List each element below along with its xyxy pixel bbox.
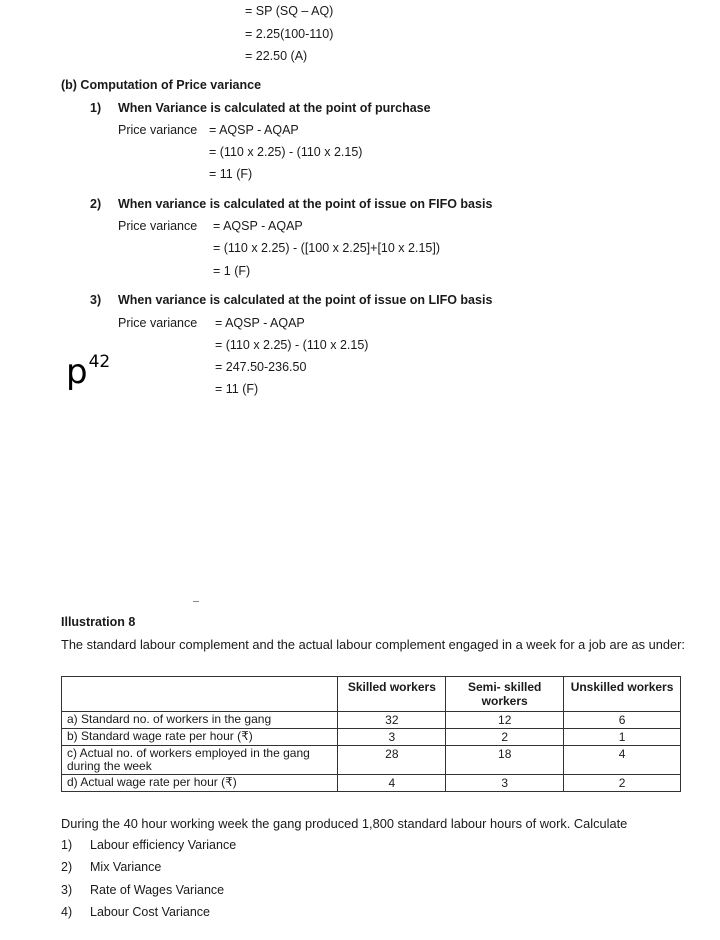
table-row (62, 712, 681, 729)
table-cell: 3 (446, 775, 564, 792)
part-heading: When Variance is calculated at the point of purchase (118, 101, 431, 115)
illustration-question: During the 40 hour working week the gang produced 1,800 standard labour hours of work. Calculate (61, 816, 628, 831)
table-cell: 2 (564, 775, 681, 792)
table-cell: 6 (564, 712, 681, 729)
table-cell-label: c) Actual no. of workers employed in the gang during the week (62, 746, 338, 775)
part-heading: When variance is calculated at the point of issue on FIFO basis (118, 197, 493, 211)
table-header: Semi- skilled workers (446, 677, 564, 712)
formula-line: = AQSP - AQAP (215, 316, 305, 330)
stray-dash (193, 601, 199, 602)
task-text: Rate of Wages Variance (90, 883, 225, 897)
formula-line: = 11 (F) (209, 167, 253, 181)
formula-line: = (110 x 2.25) - (110 x 2.15) (209, 145, 363, 159)
table-cell-label: b) Standard wage rate per hour (₹) (62, 729, 338, 746)
table-cell-label: a) Standard no. of workers in the gang (62, 712, 338, 729)
table-row (62, 775, 681, 792)
table-cell: 28 (338, 746, 446, 775)
illustration-intro: The standard labour complement and the actual labour complement engaged in a week for a job are as under: (61, 637, 685, 652)
price-variance-label: Price variance (118, 123, 198, 137)
table-header: Unskilled workers (564, 677, 681, 712)
part-number: 3) (90, 293, 102, 307)
table-cell: 12 (446, 712, 564, 729)
page-mark (66, 352, 110, 392)
table-cell: 3 (338, 729, 446, 746)
part-number: 1) (90, 101, 102, 115)
formula-line: = AQSP - AQAP (213, 219, 303, 233)
table-cell: 2 (446, 729, 564, 746)
formula-line: = SP (SQ – AQ) (245, 4, 334, 18)
labour-table (61, 676, 681, 792)
illustration-title: Illustration 8 (61, 615, 136, 629)
section-b-title: (b) Computation of Price variance (61, 78, 262, 92)
task-number: 1) (61, 838, 73, 852)
table-cell: 1 (564, 729, 681, 746)
page-mark-letter: p (66, 352, 88, 392)
table-header-row (62, 677, 681, 712)
table-cell-label: d) Actual wage rate per hour (₹) (62, 775, 338, 792)
page-mark-number: 42 (88, 352, 111, 372)
formula-line: = AQSP - AQAP (209, 123, 299, 137)
table-cell: 32 (338, 712, 446, 729)
table-cell: 18 (446, 746, 564, 775)
price-variance-label: Price variance (118, 219, 198, 233)
task-text: Labour Cost Variance (90, 905, 210, 919)
task-number: 4) (61, 905, 73, 919)
table-row (62, 746, 681, 775)
table-cell: 4 (338, 775, 446, 792)
task-text: Mix Variance (90, 860, 162, 874)
table-header-blank (62, 677, 338, 712)
formula-line: = (110 x 2.25) - (110 x 2.15) (215, 338, 369, 352)
table-cell: 4 (564, 746, 681, 775)
formula-line: = (110 x 2.25) - ([100 x 2.25]+[10 x 2.15]) (213, 241, 440, 255)
price-variance-label: Price variance (118, 316, 198, 330)
task-number: 3) (61, 883, 73, 897)
formula-line: = 22.50 (A) (245, 49, 308, 63)
part-heading: When variance is calculated at the point of issue on LIFO basis (118, 293, 493, 307)
task-number: 2) (61, 860, 73, 874)
formula-line: = 247.50-236.50 (215, 360, 307, 374)
formula-line: = 1 (F) (213, 264, 251, 278)
table-row (62, 729, 681, 746)
formula-line: = 11 (F) (215, 382, 259, 396)
table-header: Skilled workers (338, 677, 446, 712)
part-number: 2) (90, 197, 102, 211)
formula-line: = 2.25(100-110) (245, 27, 334, 41)
task-text: Labour efficiency Variance (90, 838, 237, 852)
